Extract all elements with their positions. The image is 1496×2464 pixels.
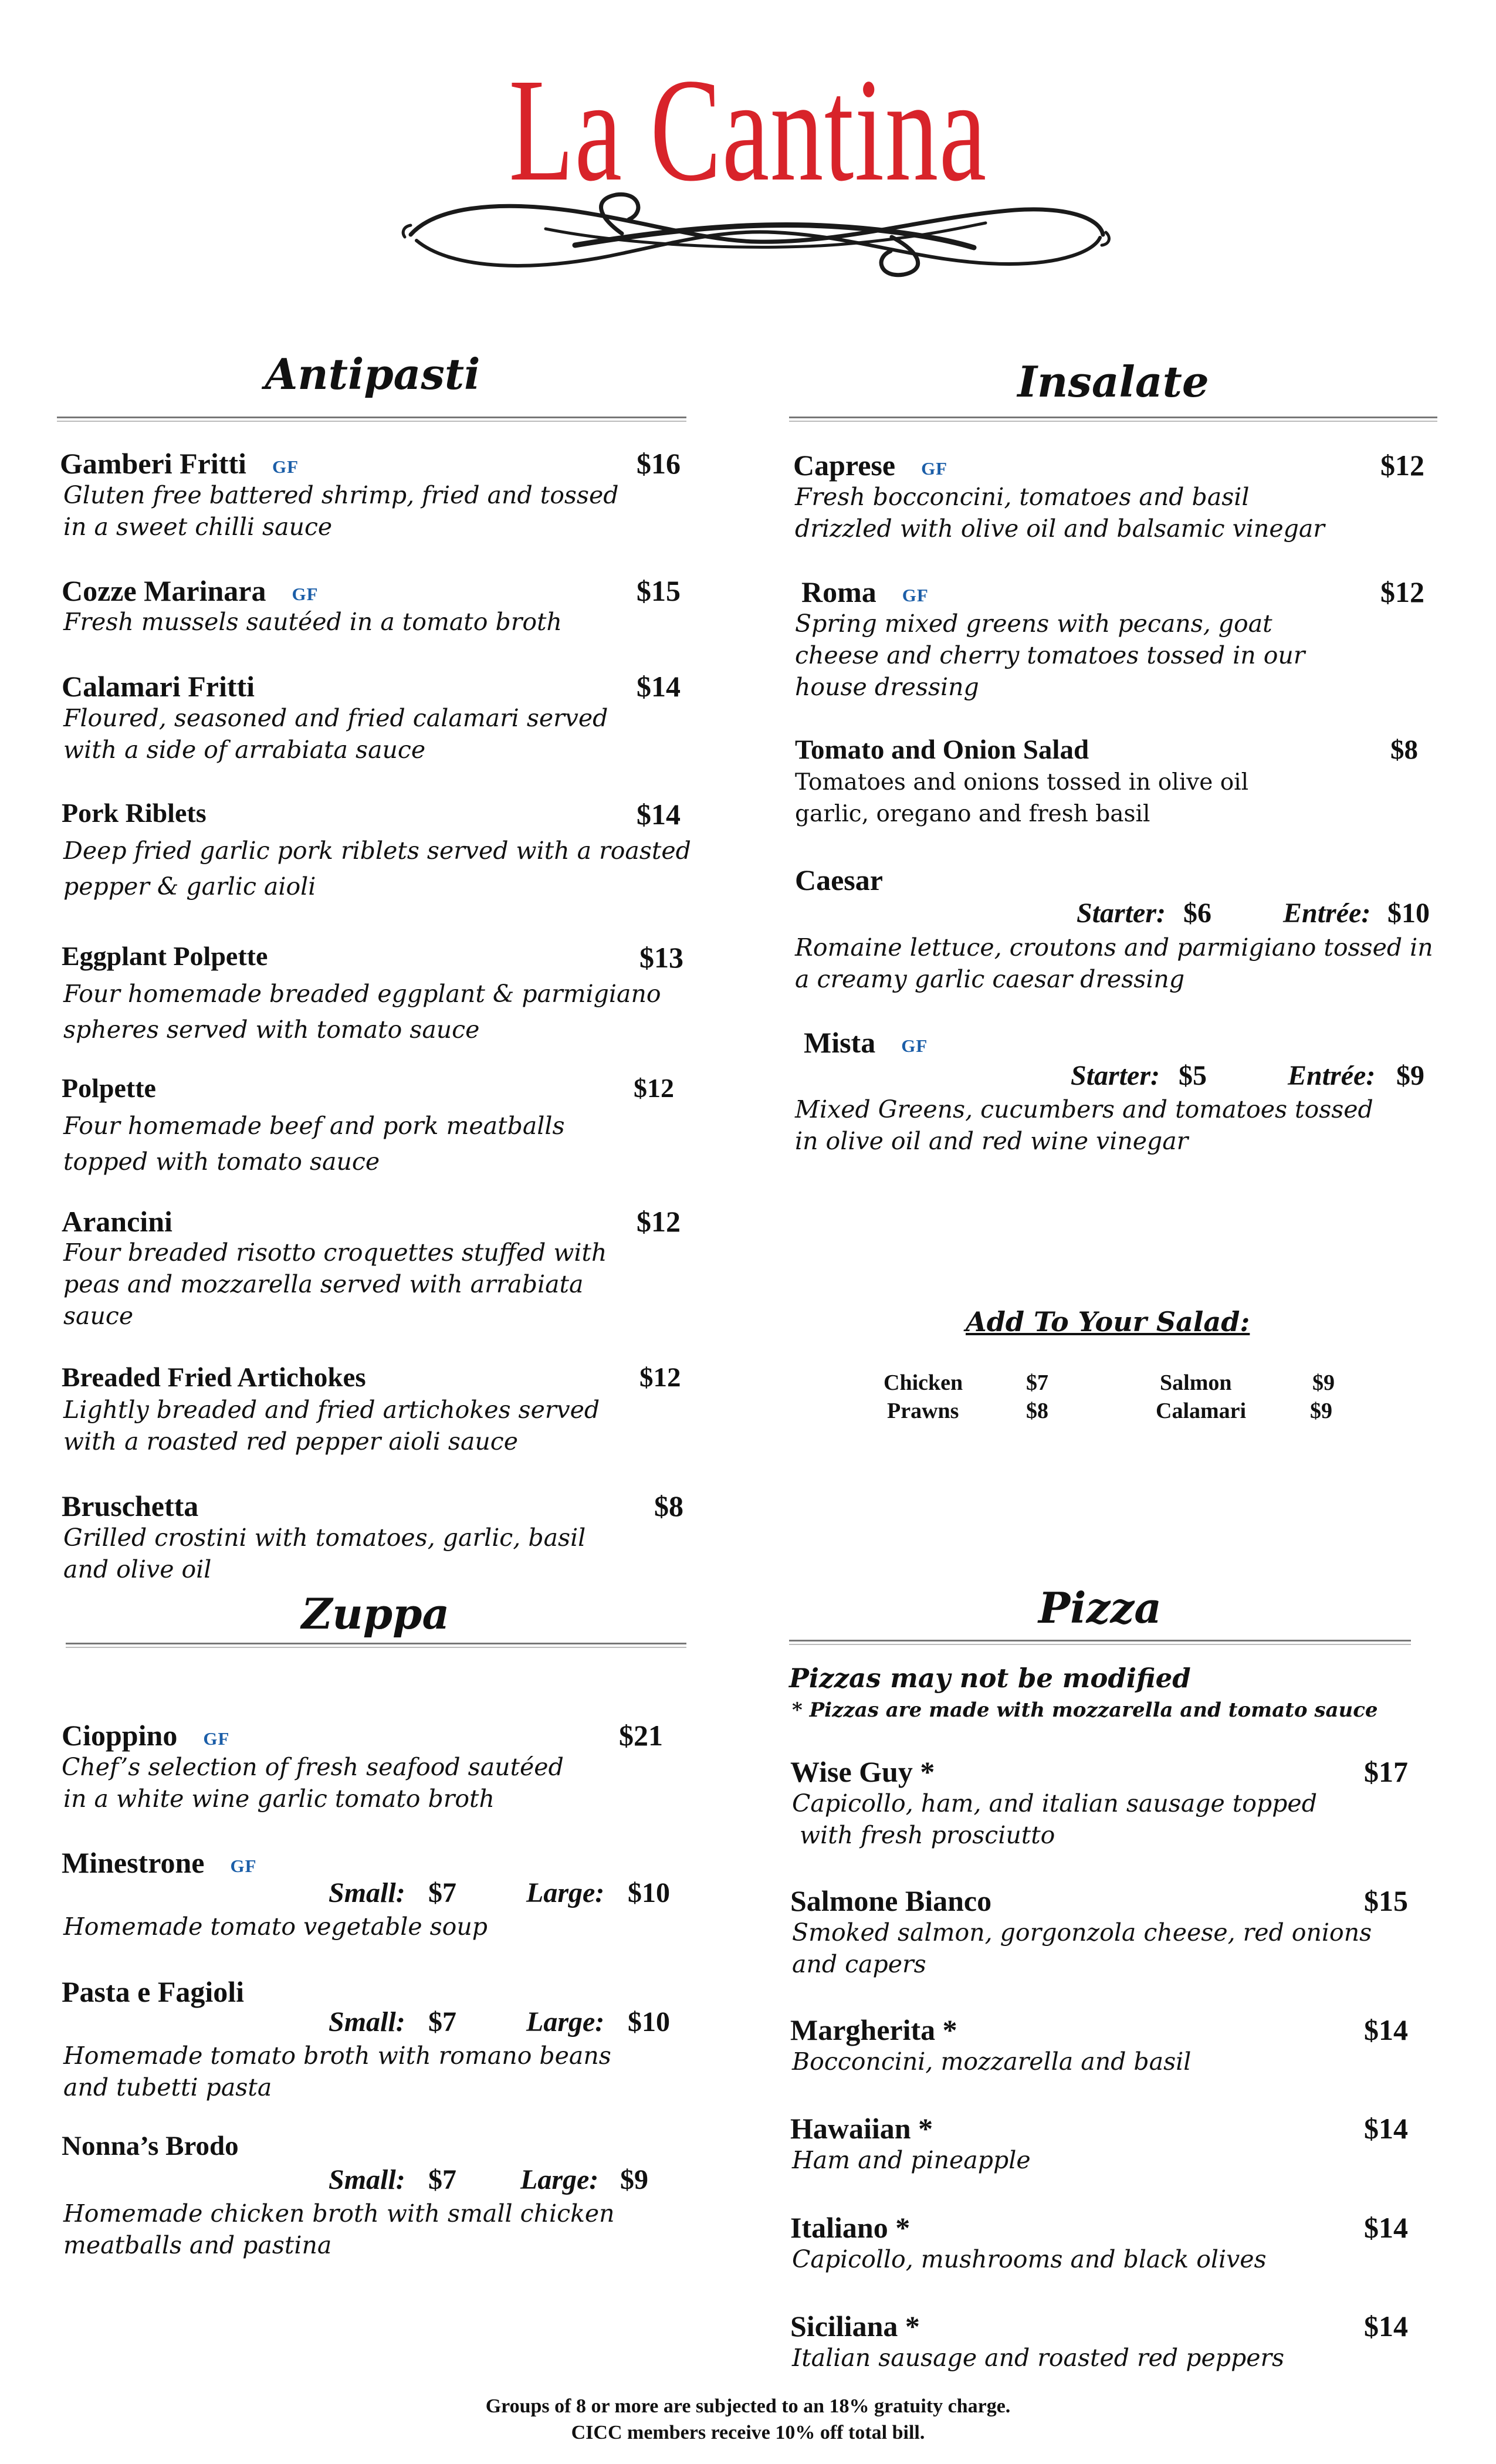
size-price-large: $10: [628, 1877, 670, 1908]
item-description: with a side of arrabiata sauce: [63, 736, 426, 764]
item-price: $12: [634, 1073, 674, 1103]
item-description: cheese and cherry tomatoes tossed in our: [795, 641, 1305, 669]
size-label-small: Small:: [329, 2164, 405, 2195]
item-name: Polpette: [62, 1073, 156, 1103]
size-price-entree: $9: [1396, 1060, 1424, 1091]
item-name: Caesar: [795, 864, 883, 896]
item-description: Bocconcini, mozzarella and basil: [792, 2047, 1192, 2076]
item-description: Gluten free battered shrimp, fried and tossed: [63, 481, 619, 509]
section-title-insalate: Insalate: [1017, 357, 1209, 407]
item-description: Grilled crostini with tomatoes, garlic, basil: [63, 1524, 586, 1552]
item-description: in a sweet chilli sauce: [63, 513, 333, 541]
size-label-entree: Entrée:: [1283, 898, 1371, 929]
item-price: $12: [1380, 576, 1424, 608]
item-price: $12: [637, 1205, 681, 1238]
item-description: Lightly breaded and fried artichokes served: [63, 1396, 600, 1424]
size-price-entree: $10: [1387, 898, 1430, 929]
item-description: topped with tomato sauce: [63, 1148, 380, 1176]
addon-name: Prawns: [887, 1399, 959, 1423]
item-description: and tubetti pasta: [63, 2073, 272, 2101]
item-name: Eggplant Polpette: [62, 941, 268, 971]
item-price: $14: [1364, 2310, 1408, 2343]
gluten-free-badge: GF: [901, 1035, 928, 1057]
item-description: Homemade tomato vegetable soup: [63, 1913, 488, 1941]
addon-name: Calamari: [1156, 1399, 1247, 1423]
item-description: a creamy garlic caesar dressing: [795, 965, 1185, 993]
gluten-free-badge: GF: [203, 1728, 230, 1749]
item-name: Wise Guy *: [790, 1755, 935, 1788]
item-price: $13: [639, 941, 683, 974]
antipasti-divider: [57, 417, 686, 422]
item-description: and capers: [792, 1950, 926, 1978]
item-name: Nonna’s Brodo: [62, 2131, 239, 2161]
item-price: $14: [637, 670, 681, 703]
size-price-small: $7: [428, 1877, 456, 1908]
item-price: $8: [1390, 735, 1418, 765]
item-description: Deep fried garlic pork riblets served with a roasted: [63, 837, 691, 865]
item-name: Italiano *: [790, 2211, 911, 2244]
item-description: Four breaded risotto croquettes stuffed with: [63, 1238, 607, 1267]
pizza-divider: [789, 1640, 1411, 1645]
size-price-large: $9: [620, 2164, 648, 2195]
size-label-entree: Entrée:: [1288, 1060, 1376, 1091]
item-name: Pork Riblets: [62, 798, 207, 828]
item-description: Four homemade beef and pork meatballs: [63, 1112, 565, 1140]
item-description: spheres served with tomato sauce: [63, 1016, 480, 1044]
item-description: meatballs and pastina: [63, 2231, 332, 2259]
addon-price: $7: [1026, 1370, 1048, 1395]
item-name: Minestrone GF: [62, 1846, 257, 1879]
size-label-small: Small:: [329, 2006, 405, 2037]
section-title-antipasti: Antipasti: [265, 349, 480, 399]
footer-gratuity-note: Groups of 8 or more are subjected to an 18% gratuity charge.: [485, 2395, 1011, 2417]
pizza-note-no-modify: Pizzas may not be modified: [789, 1663, 1191, 1694]
item-description: in a white wine garlic tomato broth: [63, 1785, 495, 1813]
section-title-pizza: Pizza: [1038, 1583, 1162, 1633]
item-description: with fresh prosciutto: [792, 1821, 1055, 1849]
addon-price: $8: [1026, 1399, 1048, 1423]
zuppa-divider: [66, 1643, 686, 1648]
item-price: $21: [619, 1719, 663, 1752]
item-price: $14: [1364, 2211, 1408, 2244]
item-description: peas and mozzarella served with arrabiata: [63, 1270, 584, 1298]
item-name: Calamari Fritti: [62, 670, 255, 703]
item-name: Pasta e Fagioli: [62, 1975, 245, 2008]
gluten-free-badge: GF: [292, 584, 319, 605]
item-price: $17: [1364, 1755, 1408, 1788]
size-label-small: Small:: [329, 1877, 405, 1908]
item-name: Hawaiian *: [790, 2112, 933, 2145]
size-label-starter: Starter:: [1077, 898, 1166, 929]
size-label-starter: Starter:: [1071, 1060, 1160, 1091]
item-description: Spring mixed greens with pecans, goat: [795, 610, 1272, 638]
item-description: Chef’s selection of fresh seafood sautéed: [62, 1753, 564, 1781]
size-price-small: $7: [428, 2006, 456, 2037]
item-price: $12: [639, 1362, 681, 1393]
item-name: Gamberi Fritti GF: [60, 447, 299, 480]
salad-addons-title: Add To Your Salad:: [966, 1306, 1250, 1338]
size-price-starter: $6: [1183, 898, 1211, 929]
item-description: Italian sausage and roasted red peppers: [792, 2344, 1285, 2372]
item-name: Tomato and Onion Salad: [795, 735, 1089, 765]
item-description: Fresh bocconcini, tomatoes and basil: [795, 483, 1250, 511]
item-description: Homemade chicken broth with small chicken: [63, 2199, 615, 2228]
item-description: Tomatoes and onions tossed in olive oil: [795, 769, 1249, 796]
gluten-free-badge: GF: [902, 585, 929, 606]
item-description: Capicollo, mushrooms and black olives: [792, 2245, 1267, 2273]
item-price: $16: [637, 447, 681, 480]
restaurant-logo-title: La Cantina: [509, 48, 987, 212]
item-price: $12: [1380, 449, 1424, 482]
item-name: Cozze Marinara GF: [62, 574, 319, 607]
item-name: Salmone Bianco: [790, 1884, 992, 1917]
addon-name: Salmon: [1160, 1370, 1232, 1395]
item-price: $14: [1364, 2112, 1408, 2145]
item-description: Mixed Greens, cucumbers and tomatoes tossed: [795, 1095, 1373, 1123]
logo-flourish-ornament: [399, 176, 1115, 287]
item-price: $8: [654, 1490, 683, 1522]
pizza-note-base: * Pizzas are made with mozzarella and tomato sauce: [792, 1698, 1378, 1722]
item-description: Fresh mussels sautéed in a tomato broth: [63, 608, 562, 636]
item-description: Floured, seasoned and fried calamari served: [63, 704, 608, 732]
item-description: and olive oil: [63, 1555, 212, 1583]
item-description: house dressing: [795, 673, 979, 701]
gluten-free-badge: GF: [272, 456, 299, 478]
addon-name: Chicken: [884, 1370, 963, 1395]
item-name: Roma GF: [801, 576, 929, 608]
item-name: Caprese GF: [793, 449, 948, 482]
size-price-small: $7: [428, 2164, 456, 2195]
item-description: Four homemade breaded eggplant & parmigiano: [63, 980, 661, 1008]
section-title-zuppa: Zuppa: [301, 1589, 450, 1639]
item-description: Capicollo, ham, and italian sausage topped: [792, 1789, 1317, 1817]
item-description: Smoked salmon, gorgonzola cheese, red onions: [792, 1918, 1372, 1947]
item-description: with a roasted red pepper aioli sauce: [63, 1427, 519, 1456]
size-label-large: Large:: [526, 1877, 605, 1908]
footer-member-discount: CICC members receive 10% off total bill.: [571, 2422, 925, 2443]
item-name: Mista GF: [804, 1026, 928, 1059]
item-name: Bruschetta: [62, 1490, 199, 1522]
size-label-large: Large:: [520, 2164, 599, 2195]
item-price: $14: [637, 798, 681, 831]
item-name: Arancini: [62, 1205, 172, 1238]
gluten-free-badge: GF: [921, 458, 948, 479]
item-name: Cioppino GF: [62, 1719, 230, 1752]
item-price: $14: [1364, 2013, 1408, 2046]
item-description: Romaine lettuce, croutons and parmigiano tossed in: [795, 933, 1433, 962]
item-name: Siciliana *: [790, 2310, 920, 2343]
item-description: in olive oil and red wine vinegar: [795, 1127, 1189, 1155]
insalate-divider: [789, 417, 1437, 422]
item-description: sauce: [63, 1302, 134, 1330]
addon-price: $9: [1310, 1399, 1332, 1423]
size-label-large: Large:: [526, 2006, 605, 2037]
item-price: $15: [1364, 1884, 1408, 1917]
gluten-free-badge: GF: [230, 1856, 257, 1877]
item-price: $15: [637, 574, 681, 607]
item-name: Breaded Fried Artichokes: [62, 1362, 366, 1393]
item-description: drizzled with olive oil and balsamic vinegar: [795, 515, 1325, 543]
item-description: Homemade tomato broth with romano beans: [63, 2042, 611, 2070]
item-description: pepper & garlic aioli: [63, 872, 316, 901]
item-description: Ham and pineapple: [792, 2146, 1031, 2174]
item-name: Margherita *: [790, 2013, 957, 2046]
size-price-large: $10: [628, 2006, 670, 2037]
addon-price: $9: [1312, 1370, 1335, 1395]
size-price-starter: $5: [1179, 1060, 1207, 1091]
item-description: garlic, oregano and fresh basil: [795, 801, 1150, 827]
